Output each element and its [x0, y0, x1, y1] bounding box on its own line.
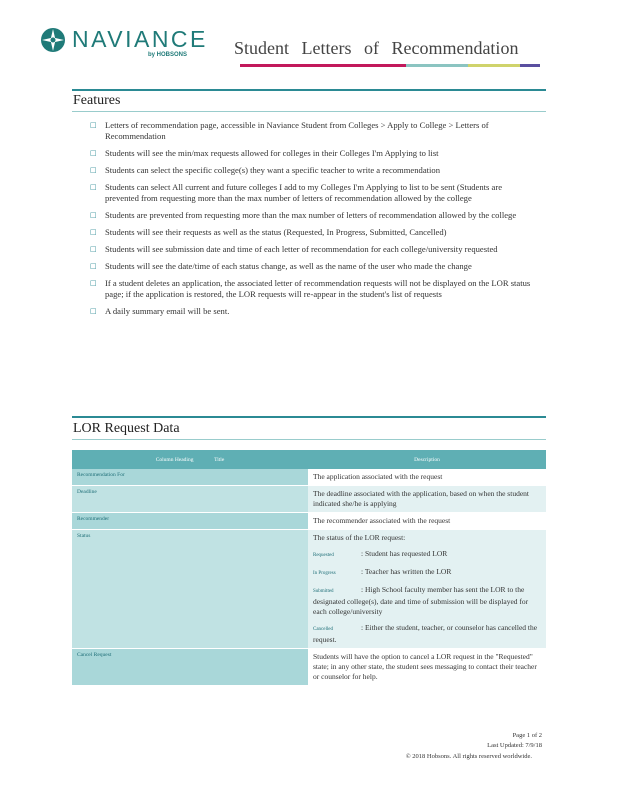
- column-heading-header: Column Heading Title: [72, 450, 308, 469]
- bullet-icon: □: [90, 279, 97, 287]
- status-description: : Either the student, teacher, or counselor has cancelled the request.: [313, 623, 538, 644]
- lor-top-rule: [72, 416, 546, 418]
- table-row: [72, 513, 546, 530]
- color-bar-4: [520, 64, 540, 67]
- bullet-icon: □: [90, 149, 97, 157]
- status-description: : Teacher has written the LOR: [361, 567, 452, 576]
- list-item: [90, 148, 538, 159]
- status-term: In Progress: [313, 571, 336, 576]
- bullet-icon: □: [90, 183, 97, 191]
- description-cell: [308, 530, 546, 649]
- lor-table: [72, 450, 546, 686]
- description-cell: [308, 469, 546, 486]
- column-heading-cell: Deadline: [72, 486, 308, 513]
- description-text: The status of the LOR request:: [313, 533, 406, 542]
- column-heading-cell: Recommendation For: [72, 469, 308, 486]
- feature-text: Students will see the date/time of each status change, as well as the name of the user who made the change: [105, 261, 472, 271]
- footer-updated: Last Updated: 7/9/18: [487, 742, 542, 749]
- description-cell: [308, 513, 546, 530]
- list-item: [90, 227, 538, 238]
- description-text: The recommender associated with the request: [313, 516, 451, 525]
- logo-subtitle: by HOBSONS: [148, 52, 188, 58]
- feature-text: Students will see their requests as well as the status (Requested, In Progress, Submitted, Cancelled): [105, 227, 447, 237]
- naviance-logo: [40, 26, 208, 53]
- status-term: Requested: [313, 553, 334, 558]
- table-header-row: [72, 450, 546, 469]
- list-item: [90, 165, 538, 176]
- table-row: [72, 486, 546, 513]
- footer-page: Page 1 of 2: [512, 732, 542, 739]
- status-description: : Student has requested LOR: [361, 549, 448, 558]
- list-item: [90, 306, 538, 317]
- feature-text: Students are prevented from requesting more than the max number of letters of recommendation allowed by the college: [105, 210, 517, 220]
- bullet-icon: □: [90, 307, 97, 315]
- bullet-icon: □: [90, 121, 97, 129]
- bullet-icon: □: [90, 211, 97, 219]
- lor-heading: LOR Request Data: [73, 421, 180, 436]
- feature-text: Students can select the specific college(s) they want a specific teacher to write a recommendation: [105, 165, 441, 175]
- bullet-icon: □: [90, 262, 97, 270]
- status-description: : High School faculty member has sent the LOR to the designated college(s), date and time of submission will be displayed for each college/university: [313, 585, 529, 616]
- logo-text: NAVIANCE: [72, 26, 208, 52]
- bullet-icon: □: [90, 166, 97, 174]
- description-cell: [308, 649, 546, 686]
- color-bar-1: [240, 64, 406, 67]
- list-item: [90, 261, 538, 272]
- status-entry: [313, 585, 541, 617]
- status-term: Cancelled: [313, 627, 333, 632]
- description-text: The deadline associated with the application, based on when the student indicated she/he is applying: [313, 489, 529, 508]
- feature-text: Students will see the min/max requests allowed for colleges in their Colleges I'm Applying to list: [105, 148, 439, 158]
- page-title: Student Letters of Recommendation: [234, 38, 519, 58]
- features-list: [90, 120, 538, 323]
- features-bottom-rule: [72, 111, 546, 112]
- footer-copyright: © 2018 Hobsons. All rights reserved worldwide.: [405, 753, 532, 760]
- feature-text: Letters of recommendation page, accessible in Naviance Student from Colleges > Apply to College > Letters of Recommendation: [105, 120, 489, 141]
- status-entry: [313, 623, 541, 645]
- color-bar-2: [406, 64, 468, 67]
- feature-text: If a student deletes an application, the associated letter of recommendation requests will not be displayed on the LOR status page; if the application is restored, the LOR requests will re-appear in the student's list of requests: [105, 278, 531, 299]
- column-heading-cell: Status: [72, 530, 308, 649]
- list-item: [90, 120, 538, 142]
- status-entry: [313, 549, 541, 561]
- description-text: Students will have the option to cancel a LOR request in the "Requested" state; in any other state, the student sees messaging to contact their teacher or counselor for help.: [313, 652, 537, 681]
- feature-text: A daily summary email will be sent.: [105, 306, 230, 316]
- list-item: [90, 244, 538, 255]
- status-entry: [313, 567, 541, 579]
- list-item: [90, 182, 538, 204]
- table-row: [72, 469, 546, 486]
- lor-bottom-rule: [72, 439, 546, 440]
- features-heading: Features: [73, 93, 121, 108]
- status-term: Submitted: [313, 589, 334, 594]
- description-header: Description: [308, 450, 546, 469]
- description-text: The application associated with the request: [313, 472, 443, 481]
- bullet-icon: □: [90, 228, 97, 236]
- feature-text: Students can select All current and future colleges I add to my Colleges I'm Applying to list to be sent (Students are prevented from requesting more than the max number of letters of recommendation allowed by the college: [105, 182, 503, 203]
- features-top-rule: [72, 89, 546, 91]
- list-item: [90, 278, 538, 300]
- bullet-icon: □: [90, 245, 97, 253]
- color-bar-3: [468, 64, 520, 67]
- list-item: [90, 210, 538, 221]
- column-heading-cell: Cancel Request: [72, 649, 308, 686]
- column-heading-cell: Recommender: [72, 513, 308, 530]
- feature-text: Students will see submission date and time of each letter of recommendation for each college/university requested: [105, 244, 498, 254]
- description-cell: [308, 486, 546, 513]
- compass-icon: [40, 27, 66, 53]
- table-row: [72, 530, 546, 649]
- table-row: [72, 649, 546, 686]
